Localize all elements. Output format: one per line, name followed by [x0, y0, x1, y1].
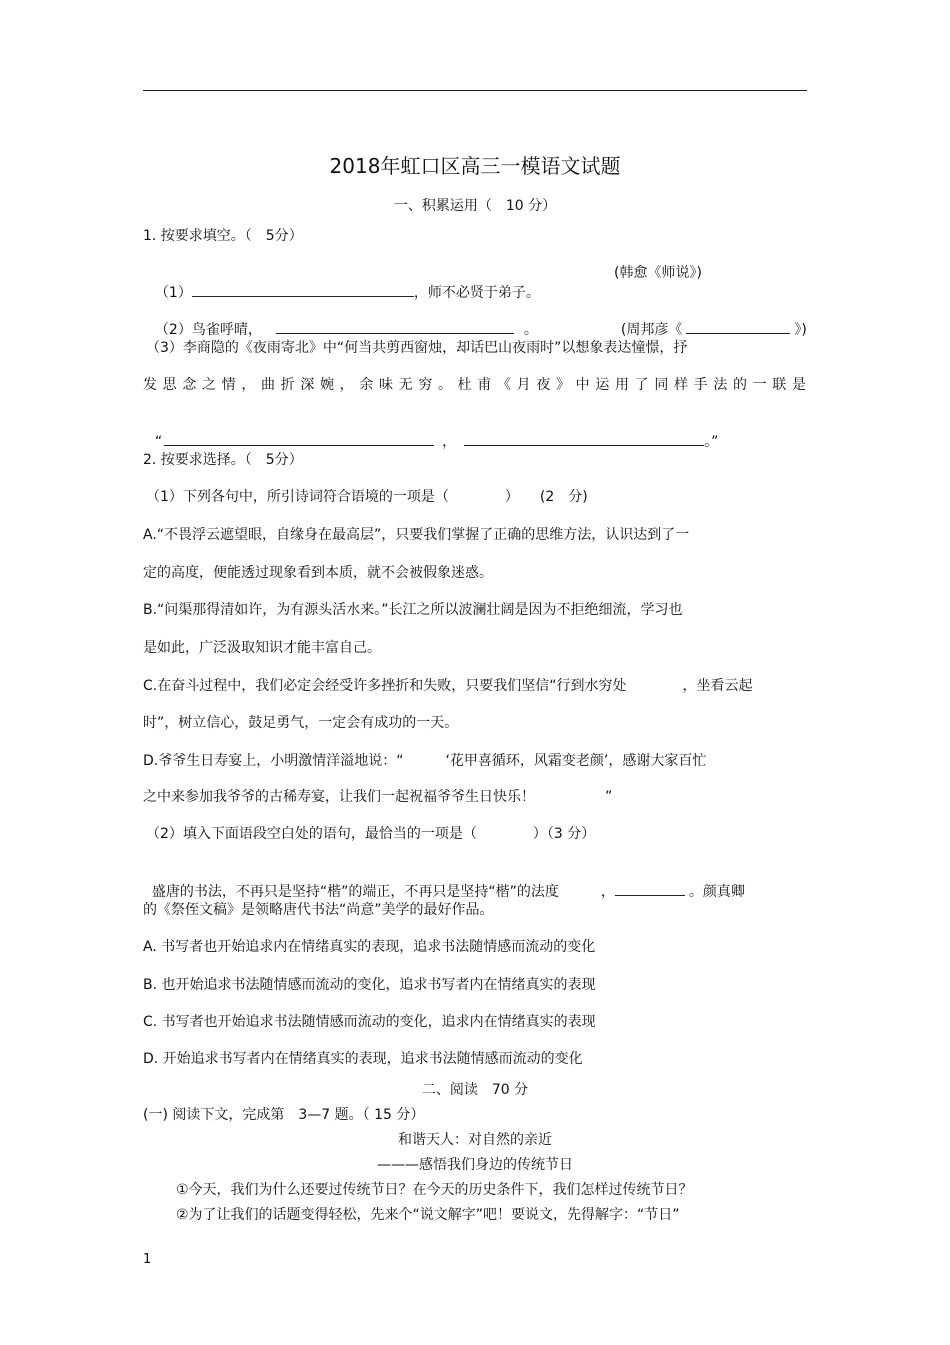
- question-1-item-3-line-3: [146, 413, 718, 451]
- question-1-heading: 1. 按要求填空。（ 5分）: [143, 228, 303, 244]
- article-subtitle: ———感悟我们身边的传统节日: [377, 1157, 573, 1173]
- passage-line-1: [143, 863, 745, 901]
- answer-blank[interactable]: [164, 431, 434, 446]
- article-paragraph-2: ②为了让我们的话题变得轻松，先来个“说文解字”吧！要说文，先得解字：“节日”: [176, 1207, 680, 1223]
- option-c-line-1: C.在奋斗过程中，我们必定会经受许多挫折和失败，只要我们坚信“行到水穷处 ，坐看云起: [143, 678, 753, 694]
- item-2-source-prefix: (周邦彦《: [620, 322, 683, 338]
- item-1-text: ，师不必贤于弟子。: [413, 285, 540, 301]
- passage-text: 盛唐的书法，不再只是坚持“楷”的端正，不再只是坚持“楷”的法度 ，: [151, 884, 615, 900]
- question-2-sub-1: （1）下列各句中，所引诗词符合语境的一项是（ ） (2 分): [146, 489, 588, 505]
- choice-a: A. 书写者也开始追求内在情绪真实的表现，追求书法随情感而流动的变化: [143, 939, 596, 955]
- section-heading-2: 二、阅读 70 分: [421, 1082, 529, 1098]
- comma: ，: [442, 434, 457, 450]
- choice-c: C. 书写者也开始追求书法随情感而流动的变化，追求内在情绪真实的表现: [143, 1014, 596, 1030]
- question-2-sub-2: （2）填入下面语段空白处的语句，最恰当的一项是（ ）（3 分）: [146, 826, 596, 842]
- question-1-item-3-line-1: （3）李商隐的《夜雨寄北》中“何当共剪西窗烛，却话巴山夜雨时”以想象表达憧憬，抒: [146, 340, 688, 356]
- answer-blank[interactable]: [192, 282, 414, 297]
- page-number: 1: [143, 1252, 152, 1267]
- question-1-item-3-line-2: 发思念之情，曲折深婉，余味无穷。杜甫《月夜》中运用了同样手法的一联是: [143, 377, 806, 393]
- reading-intro: (一) 阅读下文，完成第 3—7 题。（ 15 分）: [143, 1107, 425, 1123]
- item-2-prefix: （2）鸟雀呼晴，: [154, 322, 262, 338]
- question-2-heading: 2. 按要求选择。（ 5分）: [143, 452, 303, 468]
- item-1-source: (韩愈《师说》): [614, 265, 702, 281]
- option-c-line-2: 时”，树立信心，鼓足勇气，一定会有成功的一天。: [143, 715, 459, 731]
- option-b-line-2: 是如此，广泛汲取知识才能丰富自己。: [143, 640, 381, 656]
- passage-text-end: 。颜真卿: [688, 884, 745, 900]
- article-paragraph-1: ①今天，我们为什么还要过传统节日？在今天的历史条件下，我们怎样过传统节日？: [176, 1182, 693, 1198]
- option-d-line-1: D.爷爷生日寿宴上，小明激情洋溢地说：“ ‘花甲喜循环，风霜变老颜’，感谢大家百忙: [143, 753, 707, 769]
- page-title: 2018年虹口区高三一模语文试题: [329, 154, 621, 178]
- question-1-item-1: [146, 264, 540, 302]
- answer-blank[interactable]: [615, 881, 685, 896]
- header-rule: [143, 90, 807, 91]
- item-1-prefix: （1）: [154, 285, 192, 301]
- item-2-source-suffix: 》): [794, 322, 807, 338]
- option-d-line-2: 之中来参加我爷爷的古稀寿宴，让我们一起祝福爷爷生日快乐！ ”: [143, 789, 613, 805]
- answer-blank[interactable]: [686, 319, 790, 334]
- option-a-line-2: 定的高度，便能透过现象看到本质，就不会被假象迷惑。: [143, 565, 493, 581]
- option-a-line-1: A.“不畏浮云遮望眼，自缘身在最高层”，只要我们掌握了正确的思维方法，认识达到了一: [143, 527, 690, 543]
- item-2-source: [612, 301, 807, 339]
- question-1-item-2: [146, 301, 538, 339]
- answer-blank[interactable]: [464, 431, 704, 446]
- passage-line-2: 的《祭侄文稿》是领略唐代书法“尚意”美学的最好作品。: [143, 902, 494, 918]
- choice-d: D. 开始追求书写者内在情绪真实的表现，追求书法随情感而流动的变化: [143, 1051, 583, 1067]
- article-title: 和谐天人：对自然的亲近: [398, 1132, 552, 1148]
- option-b-line-1: B.“问渠那得清如许，为有源头活水来。”长江之所以波澜壮阔是因为不拒绝细流，学习也: [143, 602, 683, 618]
- open-quote: “: [154, 434, 163, 450]
- answer-blank[interactable]: [276, 319, 514, 334]
- item-2-end: 。: [523, 322, 538, 338]
- section-heading-1: 一、积累运用（ 10 分）: [393, 198, 557, 214]
- choice-b: B. 也开始追求书法随情感而流动的变化，追求书写者内在情绪真实的表现: [143, 977, 596, 993]
- close-quote: 。”: [704, 434, 719, 450]
